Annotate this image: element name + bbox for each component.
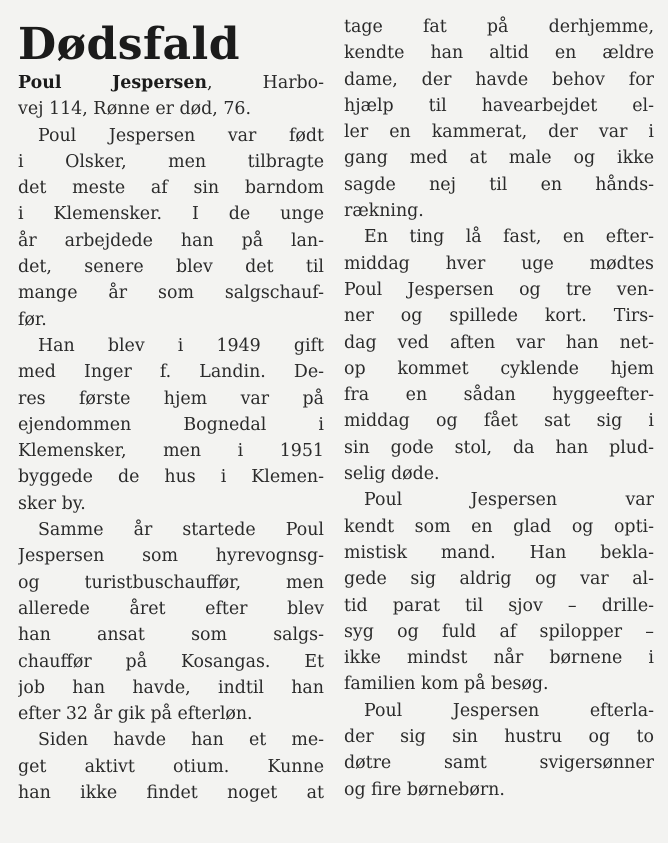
- text-line-content: vej 114, Rønne er død, 76.: [18, 99, 251, 120]
- text-line: [18, 96, 324, 122]
- text-line-content: Poul Jespersen var født: [38, 125, 324, 146]
- text-line: [18, 175, 324, 201]
- text-line: [344, 461, 654, 487]
- text-line-content: og fire børnebørn.: [344, 779, 505, 800]
- text-line: [344, 277, 654, 303]
- text-line: [344, 487, 654, 513]
- text-line-content: ejendommen Bognedal i: [18, 414, 324, 435]
- text-line: [344, 40, 654, 66]
- text-line-content: En ting lå fast, en efter-: [364, 227, 654, 248]
- text-line: [344, 119, 654, 145]
- text-line-content: middag hver uge mødtes: [344, 253, 654, 274]
- text-line-content: chauffør på Kosangas. Et: [18, 651, 324, 672]
- text-line-content: selig døde.: [344, 464, 440, 485]
- text-line-content: Poul Jespersen var: [364, 490, 654, 511]
- text-line-content: , Harbo-: [207, 73, 324, 93]
- text-line-content: Siden havde han et me-: [38, 730, 324, 751]
- headline: Dødsfald: [18, 19, 240, 70]
- text-line: [344, 777, 654, 803]
- text-line-content: efter 32 år gik på efterløn.: [18, 704, 253, 725]
- text-line-content: ner og spillede kort. Tirs-: [344, 306, 654, 327]
- text-line-content: byggede de hus i Klemen-: [18, 467, 324, 488]
- text-line-content: fra en sådan hyggeefter-: [344, 385, 654, 406]
- text-line: [18, 386, 324, 412]
- text-line: [344, 67, 654, 93]
- text-line: [18, 596, 324, 622]
- text-line: [344, 435, 654, 461]
- text-line-content: kendte han altid en ældre: [344, 43, 654, 64]
- text-line-content: mistisk mand. Han bekla-: [344, 542, 654, 563]
- text-line: [18, 701, 324, 727]
- left-column-text: [18, 70, 324, 806]
- text-line: [344, 14, 654, 40]
- text-line: [344, 330, 654, 356]
- text-line: [344, 566, 654, 592]
- text-line: [18, 727, 324, 753]
- text-line: [344, 724, 654, 750]
- text-line: [18, 70, 324, 96]
- text-line: [344, 251, 654, 277]
- text-line: [18, 570, 324, 596]
- text-line: [344, 698, 654, 724]
- text-line-content: middag og fået sat sig i: [344, 411, 654, 432]
- text-line-content: ler en kammerat, der var i: [344, 122, 654, 143]
- text-line-content: år arbejdede han på lan-: [18, 230, 324, 251]
- text-line: [344, 224, 654, 250]
- text-line: [344, 645, 654, 671]
- text-line: [18, 543, 324, 569]
- text-line: [18, 780, 324, 806]
- text-line: [18, 438, 324, 464]
- text-line-content: kendt som en glad og opti-: [344, 516, 654, 537]
- text-line: [18, 228, 324, 254]
- text-line: [344, 408, 654, 434]
- text-line: [344, 93, 654, 119]
- text-line: [18, 307, 324, 333]
- text-line-content: Poul Jespersen og tre ven-: [344, 279, 654, 300]
- text-line: [344, 172, 654, 198]
- text-line-content: job han havde, indtil han: [18, 677, 324, 698]
- text-line: [344, 382, 654, 408]
- text-line: [18, 754, 324, 780]
- text-line-content: syg og fuld af spilopper –: [344, 621, 654, 642]
- text-line: [18, 280, 324, 306]
- text-line-content: i Olsker, men tilbragte: [18, 151, 324, 172]
- text-line: [18, 464, 324, 490]
- text-line-content: Han blev i 1949 gift: [38, 335, 324, 356]
- text-line-content: med Inger f. Landin. De-: [18, 362, 324, 383]
- text-line: [344, 198, 654, 224]
- text-line-content: ikke mindst når børnene i: [344, 648, 654, 669]
- text-line-content: dag ved aften var han net-: [344, 332, 654, 353]
- text-line: [18, 622, 324, 648]
- text-line: [344, 540, 654, 566]
- text-line: [344, 750, 654, 776]
- text-line: [344, 303, 654, 329]
- text-line-content: hjælp til havearbejdet el-: [344, 95, 654, 116]
- text-line-content: res første hjem var på: [18, 388, 324, 409]
- text-line: [18, 149, 324, 175]
- text-line-content: det meste af sin barndom: [18, 178, 324, 199]
- text-line-content: sin gode stol, da han plud-: [344, 437, 654, 458]
- text-line-content: tid parat til sjov – drille-: [344, 595, 654, 616]
- text-line-content: det, senere blev det til: [18, 257, 324, 278]
- text-line-content: Klemensker, men i 1951: [18, 441, 324, 462]
- text-line: [18, 675, 324, 701]
- text-line-content: han ansat som salgs-: [18, 625, 324, 646]
- text-line-content: og turistbuschauffør, men: [18, 572, 324, 593]
- text-line-content: døtre samt svigersønner: [344, 753, 654, 774]
- right-column-text: [344, 14, 654, 803]
- text-line-content: gang med at male og ikke: [344, 148, 654, 169]
- text-line: [344, 514, 654, 540]
- text-line-content: familien kom på besøg.: [344, 674, 549, 695]
- text-line-content: rækning.: [344, 201, 424, 222]
- text-line: [18, 333, 324, 359]
- text-line: [18, 517, 324, 543]
- text-line-content: i Klemensker. I de unge: [18, 204, 324, 225]
- text-line: [344, 593, 654, 619]
- text-line: [18, 123, 324, 149]
- text-line: [18, 649, 324, 675]
- text-line: [344, 356, 654, 382]
- text-line-content: allerede året efter blev: [18, 598, 324, 619]
- text-line-content: Samme år startede Poul: [38, 520, 324, 541]
- right-column: [344, 14, 654, 803]
- text-line-content: sker by.: [18, 493, 86, 514]
- text-line-content: gede sig aldrig og var al-: [344, 569, 654, 590]
- text-line-content: dame, der havde behov for: [344, 69, 654, 90]
- text-line-content: før.: [18, 309, 47, 330]
- deceased-name: Poul Jespersen: [18, 73, 208, 93]
- text-line: [18, 491, 324, 517]
- left-column: [18, 14, 324, 806]
- text-line: [18, 412, 324, 438]
- text-line: [18, 201, 324, 227]
- text-line: [344, 671, 654, 697]
- text-line-content: mange år som salgschauf-: [18, 283, 324, 304]
- text-line-content: op kommet cyklende hjem: [344, 358, 654, 379]
- text-line-content: Jespersen som hyrevognsg-: [18, 546, 324, 567]
- text-line: [344, 145, 654, 171]
- text-line-content: tage fat på derhjemme,: [344, 17, 654, 37]
- text-line-content: get aktivt otium. Kunne: [18, 756, 324, 777]
- text-line: [344, 619, 654, 645]
- text-line-content: der sig sin hustru og to: [344, 727, 654, 748]
- text-line-content: sagde nej til en hånds-: [344, 174, 654, 195]
- text-line: [18, 254, 324, 280]
- text-line: [18, 359, 324, 385]
- text-line-content: Poul Jespersen efterla-: [364, 700, 654, 721]
- text-line-content: han ikke findet noget at: [18, 783, 324, 804]
